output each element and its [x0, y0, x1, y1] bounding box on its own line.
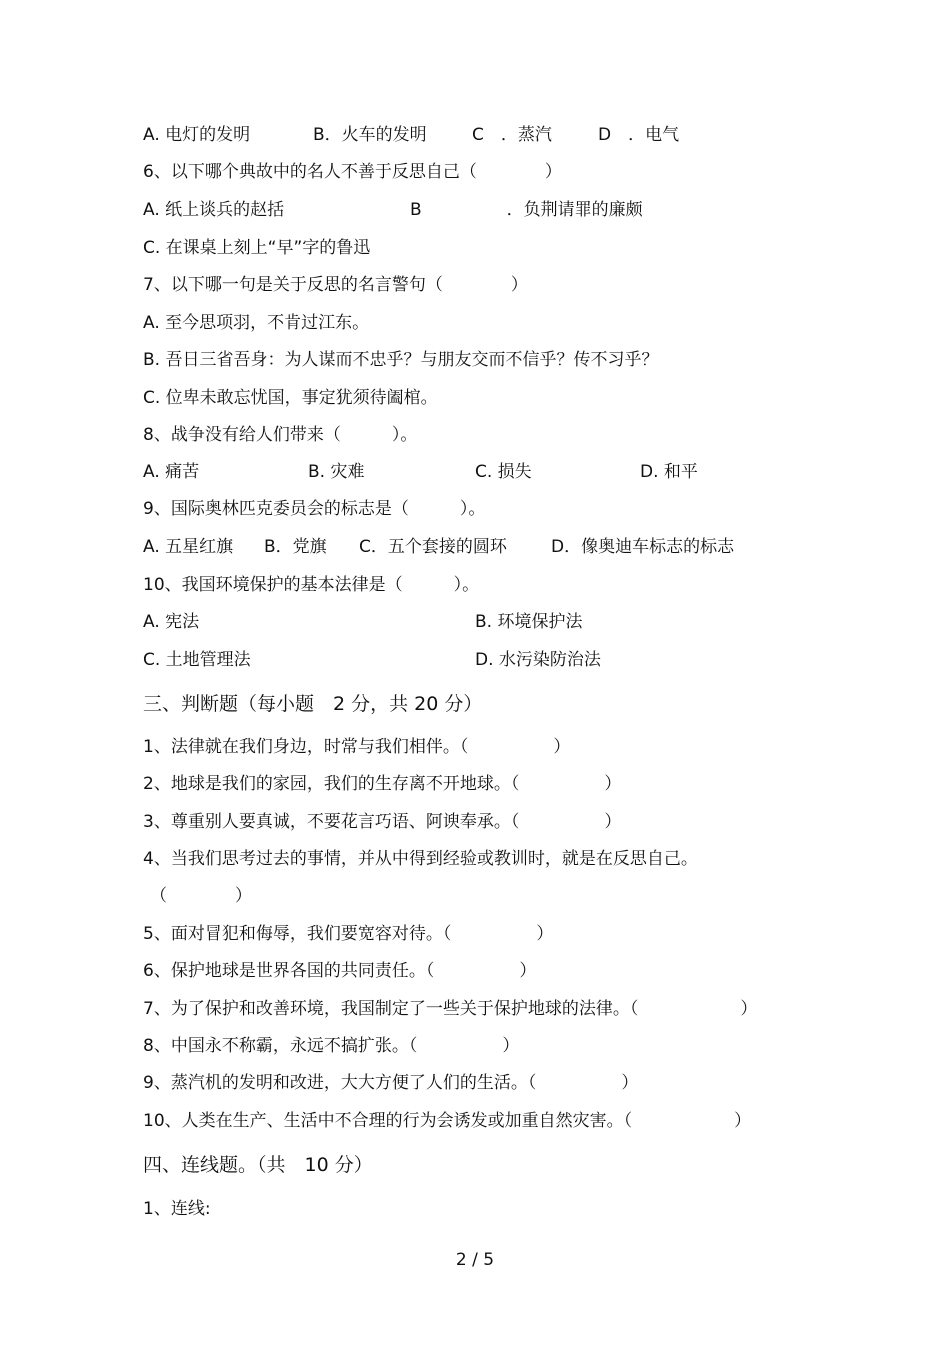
q6-stem: 6、以下哪个典故中的名人不善于反思自己（ ） — [143, 162, 562, 182]
q9-option-a: A. 五星红旗 — [143, 537, 234, 557]
q10-option-a: A. 宪法 — [143, 612, 200, 632]
section3-title: 三、判断题（每小题 2 分，共 20 分） — [143, 693, 483, 715]
q8-option-b: B. 灾难 — [308, 462, 365, 482]
q10-option-d: D. 水污染防治法 — [475, 650, 601, 670]
q10-option-b: B. 环境保护法 — [475, 612, 583, 632]
match-item-1: 1、连线: — [143, 1199, 211, 1219]
judge-item-3: 3、尊重别人要真诚，不要花言巧语、阿谀奉承。（ ） — [143, 812, 622, 832]
judge-item-6: 6、保护地球是世界各国的共同责任。（ ） — [143, 961, 537, 981]
q5-option-b: B．火车的发明 — [313, 125, 427, 145]
judge-item-2: 2、地球是我们的家园，我们的生存离不开地球。（ ） — [143, 774, 622, 794]
q6-option-b: B ．负荆请罪的廉颇 — [410, 200, 643, 220]
q5-option-c: C ．蒸汽 — [472, 125, 552, 145]
q9-option-b: B．党旗 — [264, 537, 327, 557]
q8-option-c: C. 损失 — [475, 462, 532, 482]
q8-stem: 8、战争没有给人们带来（ ）。 — [143, 425, 418, 445]
q9-stem: 9、国际奥林匹克委员会的标志是（ ）。 — [143, 499, 486, 519]
q10-option-c: C. 土地管理法 — [143, 650, 251, 670]
q7-option-b: B. 吾日三省吾身：为人谋而不忠乎？与朋友交而不信乎？传不习乎？ — [143, 350, 659, 370]
q5-option-d: D ．电气 — [598, 125, 680, 145]
q6-option-a: A. 纸上谈兵的赵括 — [143, 200, 285, 220]
judge-item-5: 5、面对冒犯和侮辱，我们要宽容对待。（ ） — [143, 924, 554, 944]
judge-item-4-blank: （ ） — [150, 886, 252, 906]
judge-item-4: 4、当我们思考过去的事情，并从中得到经验或教训时，就是在反思自己。 — [143, 849, 698, 869]
judge-item-1: 1、法律就在我们身边，时常与我们相伴。（ ） — [143, 737, 571, 757]
q9-option-c: C．五个套接的圆环 — [359, 537, 507, 557]
judge-item-9: 9、蒸汽机的发明和改进，大大方便了人们的生活。（ ） — [143, 1073, 639, 1093]
q7-option-c: C. 位卑未敢忘忧国，事定犹须待阖棺。 — [143, 388, 438, 408]
q8-option-d: D. 和平 — [640, 462, 698, 482]
q8-option-a: A. 痛苦 — [143, 462, 200, 482]
judge-item-8: 8、中国永不称霸，永远不搞扩张。（ ） — [143, 1036, 520, 1056]
judge-item-10: 10、人类在生产、生活中不合理的行为会诱发或加重自然灾害。（ ） — [143, 1111, 752, 1131]
page-number: 2 / 5 — [455, 1250, 495, 1270]
q7-option-a: A. 至今思项羽，不肯过江东。 — [143, 313, 370, 333]
q6-option-c: C. 在课桌上刻上“早”字的鲁迅 — [143, 238, 371, 258]
section4-title: 四、连线题。（共 10 分） — [143, 1154, 373, 1176]
q7-stem: 7、以下哪一句是关于反思的名言警句（ ） — [143, 275, 528, 295]
q5-option-a: A. 电灯的发明 — [143, 125, 251, 145]
q9-option-d: D．像奥迪车标志的标志 — [551, 537, 735, 557]
judge-item-7: 7、为了保护和改善环境，我国制定了一些关于保护地球的法律。（ ） — [143, 999, 758, 1019]
q10-stem: 10、我国环境保护的基本法律是（ ）。 — [143, 575, 480, 595]
